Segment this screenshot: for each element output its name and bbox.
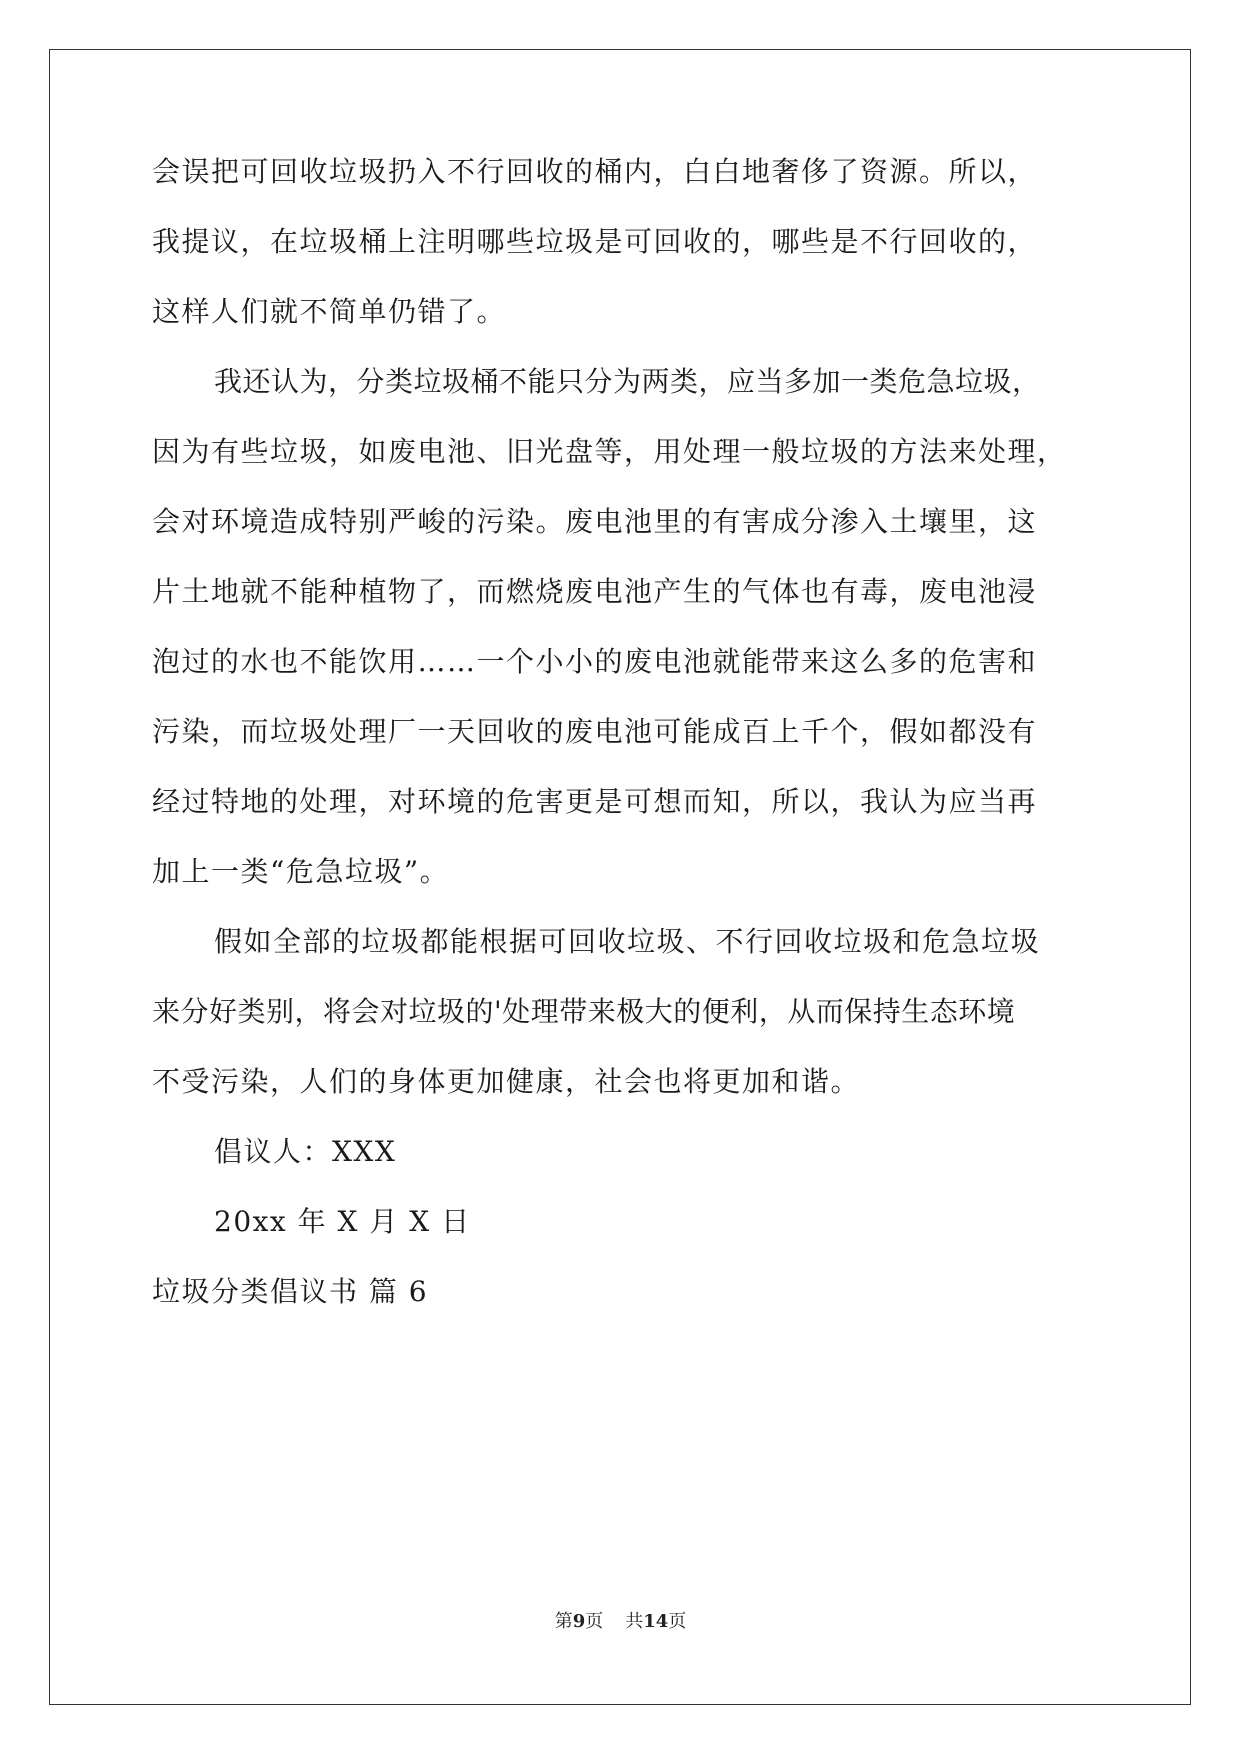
page-current: 9 [572,1611,586,1632]
text-line: 会误把可回收垃圾扔入不行回收的桶内，白白地奢侈了资源。所以， [152,155,1038,188]
text-line: 加上一类“危急垃圾”。 [152,855,450,888]
text-line: 来分好类别，将会对垃圾的'处理带来极大的便利，从而保持生态环境 [152,995,1016,1028]
total-unit: 页 [668,1611,687,1632]
text-line: 我提议，在垃圾桶上注明哪些垃圾是可回收的，哪些是不行回收的， [152,225,1038,258]
page-total: 14 [643,1611,669,1632]
text-line: 这样人们就不简单仍错了。 [152,295,507,328]
text-line: 因为有些垃圾，如废电池、旧光盘等，用处理一般垃圾的方法来处理， [152,435,1067,468]
text-line: 经过特地的处理，对环境的危害更是可想而知，所以，我认为应当再 [152,785,1038,818]
page-footer [0,1610,1241,1634]
text-line: 污染，而垃圾处理厂一天回收的废电池可能成百上千个，假如都没有 [152,715,1038,748]
text-line: 泡过的水也不能饮用……一个小小的废电池就能带来这么多的危害和 [152,645,1038,678]
paragraph-start: 我还认为，分类垃圾桶不能只分为两类，应当多加一类危急垃圾， [214,365,1041,398]
text-line: 片土地就不能种植物了，而燃烧废电池产生的气体也有毒，废电池浸 [152,575,1038,608]
date-line: 20xx 年 X 月 X 日 [214,1205,471,1238]
section-heading: 垃圾分类倡议书 篇 6 [152,1275,429,1308]
page-unit: 页 [585,1611,604,1632]
text-line: 不受污染，人们的身体更加健康，社会也将更加和谐。 [152,1065,861,1098]
total-prefix: 共 [625,1611,644,1632]
proposer-line: 倡议人：XXX [214,1135,397,1168]
page-prefix: 第 [554,1611,573,1632]
text-line: 会对环境造成特别严峻的污染。废电池里的有害成分渗入土壤里，这 [152,505,1038,538]
paragraph-start: 假如全部的垃圾都能根据可回收垃圾、不行回收垃圾和危急垃圾 [214,925,1041,958]
